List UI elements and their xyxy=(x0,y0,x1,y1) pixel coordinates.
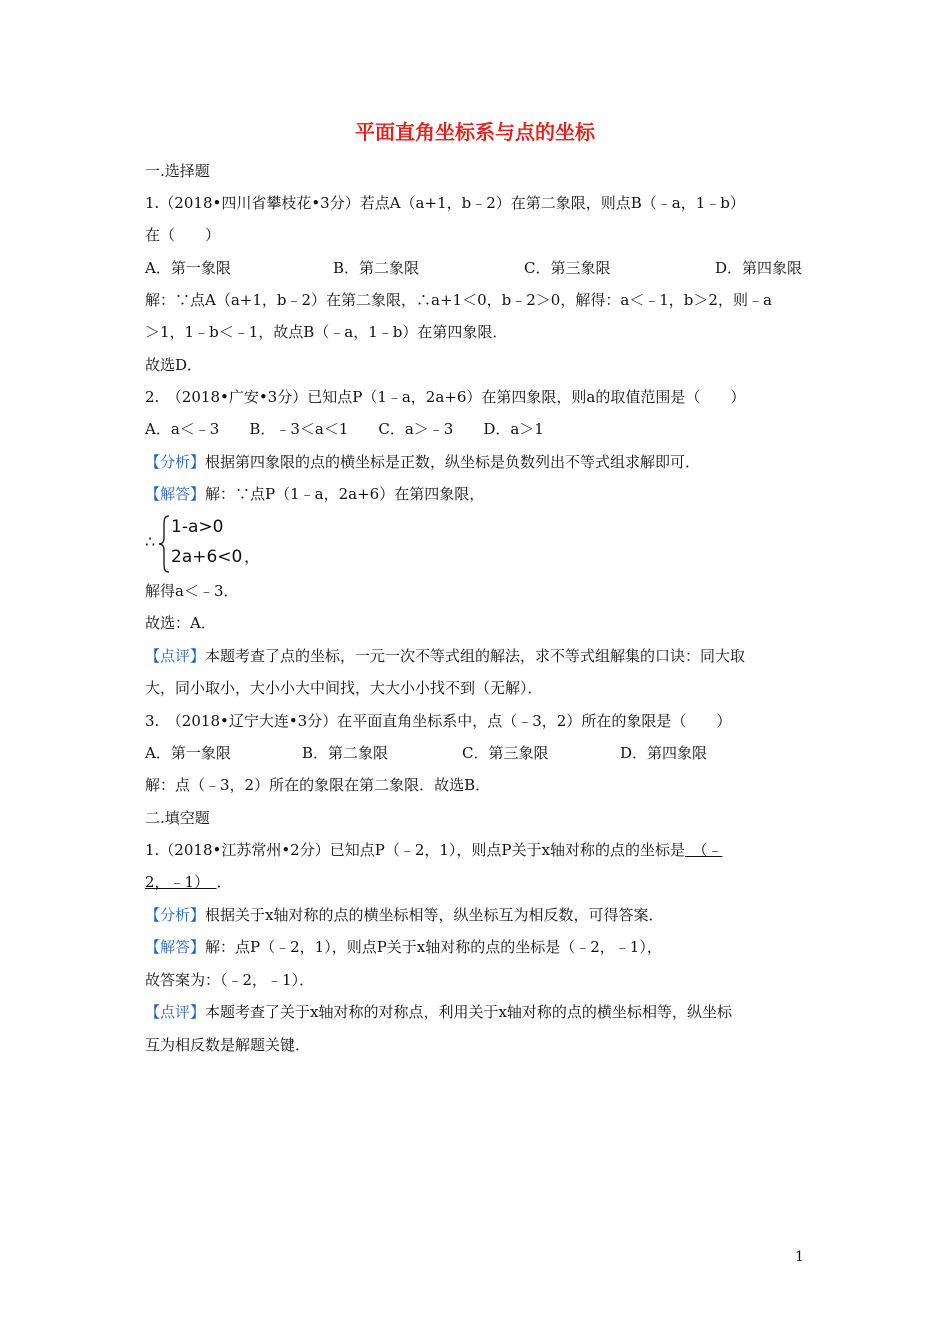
f1-answer xyxy=(145,937,662,957)
q3-option-a: A．第一象限 xyxy=(145,744,231,762)
page-number: 1 xyxy=(795,1249,804,1265)
q3-option-c: C．第三象限 xyxy=(462,744,549,762)
q3-solution: 解：点（﹣3，2）所在的象限在第二象限．故选B． xyxy=(145,776,491,794)
answer-blank-part1: （﹣ xyxy=(684,841,723,859)
left-brace-icon xyxy=(158,514,172,574)
inequality-1: 1-a>0 xyxy=(171,517,224,537)
inequality-system xyxy=(145,514,265,574)
f1-final: 故答案为：（﹣2，﹣1）． xyxy=(145,971,315,989)
f1-stem-prefix: 1.（2018•江苏常州•2分）已知点P（﹣2，1），则点P关于x轴对称的点的坐标是 xyxy=(145,841,685,859)
answer-blank-part2: 2，﹣1） xyxy=(145,873,217,891)
comment-tag: 【点评】 xyxy=(145,1003,206,1021)
q1-choice: 故选D． xyxy=(145,356,203,374)
inequality-comma: ， xyxy=(244,547,261,566)
analysis-text: 根据关于x轴对称的点的横坐标相等，纵坐标互为相反数，可得答案． xyxy=(205,906,664,924)
q1-stem-line2: 在（ ） xyxy=(145,226,221,244)
f1-comment-line1 xyxy=(145,1002,732,1022)
analysis-tag: 【分析】 xyxy=(145,906,206,924)
q2-analysis xyxy=(145,452,700,472)
q1-stem-line1: 1.（2018•四川省攀枝花•3分）若点A（a+1，b﹣2）在第二象限，则点B（﹣a，1﹣b） xyxy=(145,194,745,212)
comment-text: 本题考查了点的坐标，一元一次不等式组的解法，求不等式组解集的口诀：同大取 xyxy=(205,647,746,665)
section-heading-choice: 一.选择题 xyxy=(145,162,210,180)
q2-comment-line1 xyxy=(145,646,745,666)
f1-stem-line2 xyxy=(145,872,232,892)
f1-stem-line1 xyxy=(145,840,722,860)
therefore-symbol: ∴ xyxy=(145,532,156,551)
q3-option-d: D．第四象限 xyxy=(620,744,708,762)
q1-option-d: D．第四象限 xyxy=(715,259,803,277)
f1-stem-end: ． xyxy=(216,873,232,891)
inequality-2: 2a+6<0 xyxy=(171,547,243,567)
q3-stem: 3. （2018•辽宁大连•3分）在平面直角坐标系中，点（﹣3，2）所在的象限是（ ） xyxy=(145,712,732,730)
analysis-text: 根据第四象限的点的横坐标是正数，纵坐标是负数列出不等式组求解即可． xyxy=(205,453,701,471)
q1-option-c: C．第三象限 xyxy=(524,259,611,277)
analysis-tag: 【分析】 xyxy=(145,453,206,471)
answer-text: 解：点P（﹣2，1），则点P关于x轴对称的点的坐标是（﹣2，﹣1）， xyxy=(205,938,662,956)
answer-tag: 【解答】 xyxy=(145,938,206,956)
q2-result: 解得a＜﹣3． xyxy=(145,582,239,600)
q2-comment-line2: 大，同小取小，大小小大中间找，大大小小找不到（无解）． xyxy=(145,679,543,697)
answer-text: 解：∵点P（1﹣a，2a+6）在第四象限， xyxy=(205,485,485,503)
q2-choice: 故选：A． xyxy=(145,614,216,632)
q2-options: A．a＜﹣3 B．﹣3＜a＜1 C．a＞﹣3 D．a＞1 xyxy=(145,420,544,438)
q1-option-a: A．第一象限 xyxy=(145,259,231,277)
section-heading-fill: 二.填空题 xyxy=(145,809,210,827)
f1-analysis xyxy=(145,905,663,925)
q1-solution-line1: 解：∵点A（a+1，b﹣2）在第二象限，∴a+1＜0，b﹣2＞0，解得：a＜﹣1，b＞2，则﹣a xyxy=(145,291,772,309)
q1-option-b: B．第二象限 xyxy=(333,259,420,277)
q1-solution-line2: ＞1，1﹣b＜﹣1，故点B（﹣a，1﹣b）在第四象限． xyxy=(145,323,508,341)
q2-stem: 2. （2018•广安•3分）已知点P（1﹣a，2a+6）在第四象限，则a的取值范围是（ ） xyxy=(145,388,746,406)
comment-tag: 【点评】 xyxy=(145,647,206,665)
f1-comment-line2: 互为相反数是解题关键． xyxy=(145,1036,311,1054)
q3-option-b: B．第二象限 xyxy=(302,744,389,762)
page-title: 平面直角坐标系与点的坐标 xyxy=(355,120,595,144)
q2-answer xyxy=(145,484,484,504)
comment-text: 本题考查了关于x轴对称的对称点，利用关于x轴对称的点的横坐标相等，纵坐标 xyxy=(205,1003,732,1021)
answer-tag: 【解答】 xyxy=(145,485,206,503)
